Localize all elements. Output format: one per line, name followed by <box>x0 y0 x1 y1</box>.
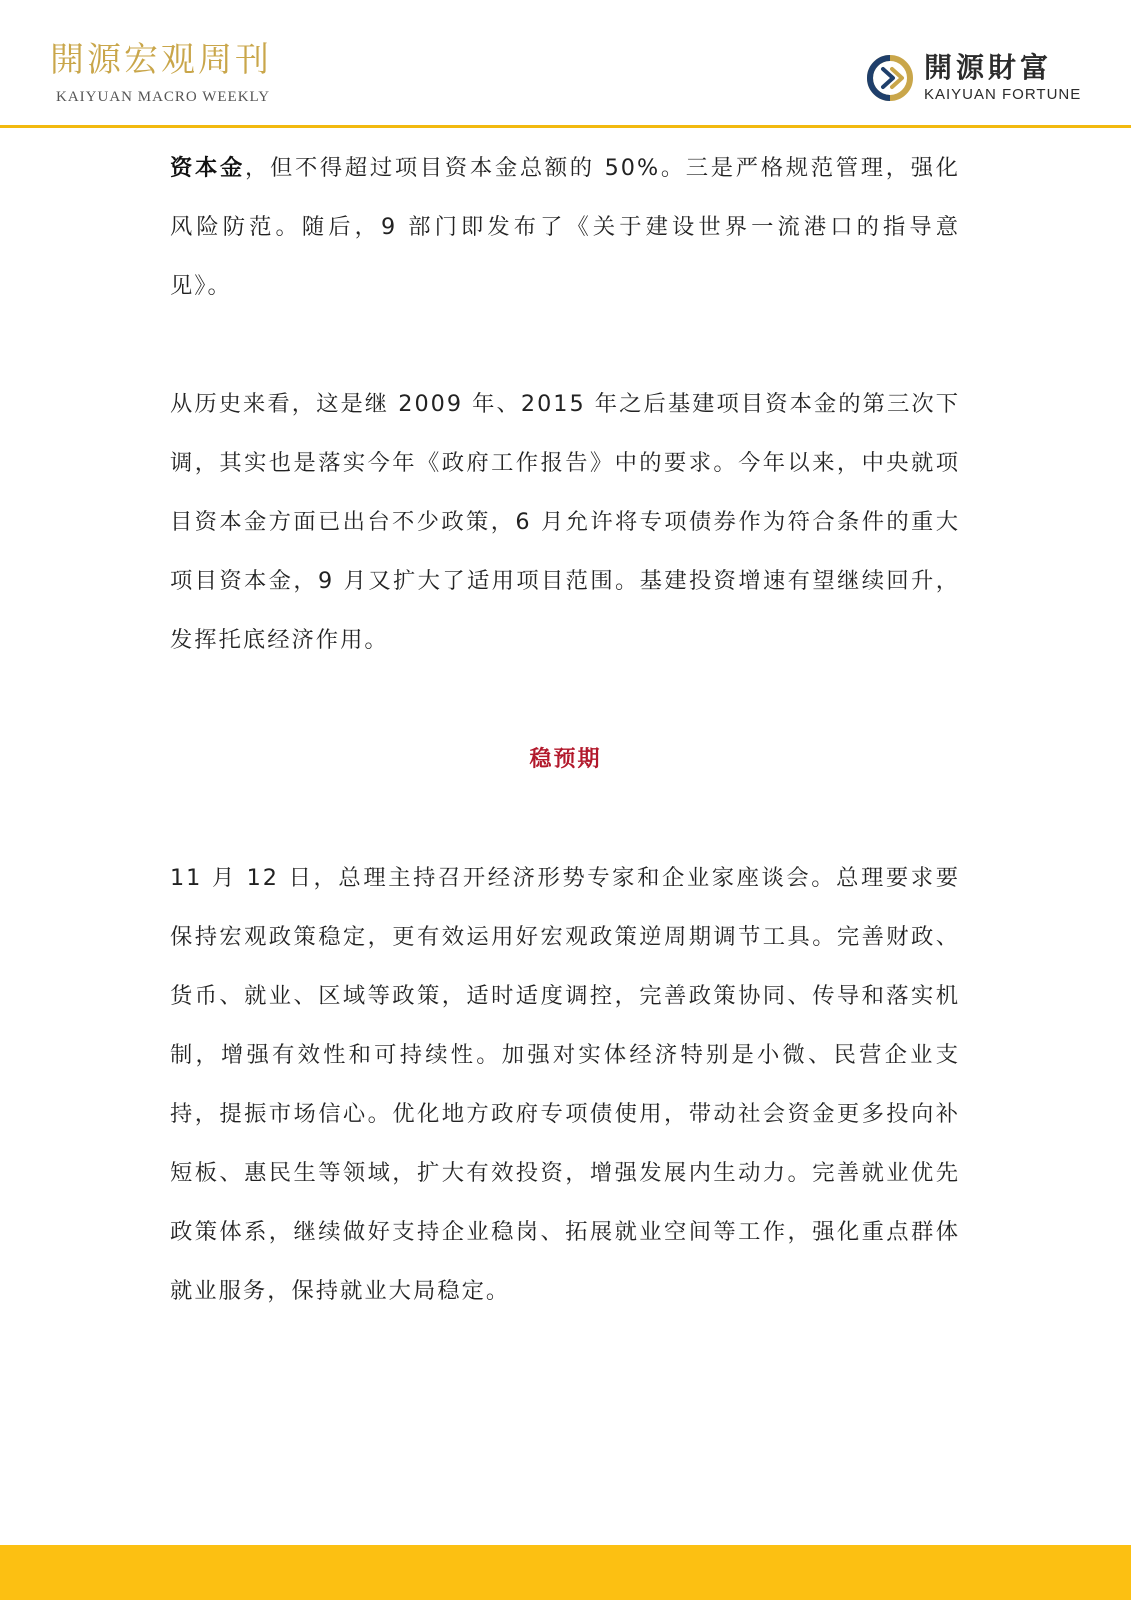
publication-subtitle: KAIYUAN MACRO WEEKLY <box>56 89 271 105</box>
body-paragraph-1 <box>170 139 960 316</box>
body-paragraph-3: 11 月 12 日，总理主持召开经济形势专家和企业家座谈会。总理要求要保持宏观政策稳定，更有效运用好宏观政策逆周期调节工具。完善财政、货币、就业、区域等政策，适时适度调控，完善政策协同、传导和落实机制，增强有效性和可持续性。加强对实体经济特别是小微、民营企业支持，提振市场信心。优化地方政府专项债使用，带动社会资金更多投向补短板、惠民生等领域，扩大有效投资，增强发展内生动力。完善就业优先政策体系，继续做好支持企业稳岗、拓展就业空间等工作，强化重点群体就业服务，保持就业大局稳定。 <box>170 865 960 1304</box>
body-paragraph-2: 从历史来看，这是继 2009 年、2015 年之后基建项目资本金的第三次下调，其实也是落实今年《政府工作报告》中的要求。今年以来，中央就项目资本金方面已出台不少政策，6 月允许将专项债券作为符合条件的重大项目资本金，9 月又扩大了适用项目范围。基建投资增速有望继续回升，发挥托底经济作用。 <box>170 391 960 653</box>
bold-lead-text: 资本金 <box>170 155 245 181</box>
publication-title: 開源宏观周刊 <box>50 40 272 80</box>
footer-band <box>0 1545 1131 1600</box>
header-divider <box>0 125 1131 128</box>
logo-wordmark-english: KAIYUAN FORTUNE <box>924 86 1082 103</box>
paragraph-1-text: ，但不得超过项目资本金总额的 50%。三是严格规范管理，强化风险防范。随后，9 部门即发布了《关于建设世界一流港口的指导意见》。 <box>170 155 960 299</box>
kaiyuan-logo-icon <box>866 54 914 102</box>
logo-wordmark-chinese: 開源財富 <box>924 51 1053 84</box>
section-heading: 稳预期 <box>529 747 602 772</box>
